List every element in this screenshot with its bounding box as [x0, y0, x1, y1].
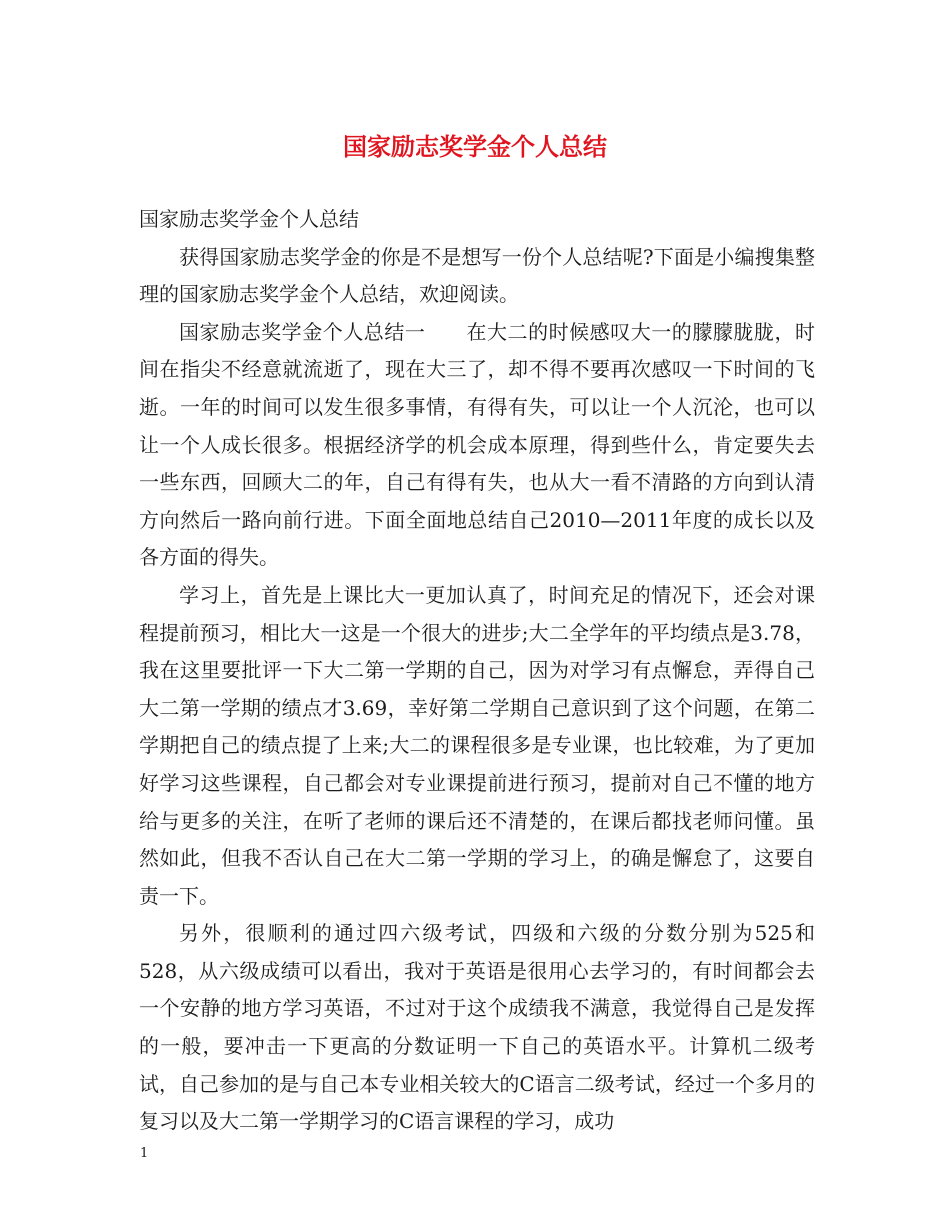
paragraph-study: 学习上，首先是上课比大一更加认真了，时间充足的情况下，还会对课程提前预习，相比大一这是一个很大的进步;大二全学年的平均绩点是3.78，我在这里要批评一下大二第一学期的自己，因为对学习有点懈怠，弄得自己大二第一学期的绩点才3.69，幸好第二学期自己意识到了这个问题，在第二学期把自己的绩点提了上来;大二的课程很多是专业课，也比较难，为了更加好学习这些课程，自己都会对专业课提前进行预习，提前对自己不懂的地方给与更多的关注，在听了老师的课后还不清楚的，在课后都找老师问懂。虽然如此，但我不否认自己在大二第一学期的学习上，的确是懈怠了，这要自责一下。 [139, 582, 815, 908]
paragraph-exams: 另外，很顺利的通过四六级考试，四级和六级的分数分别为525和528，从六级成绩可以看出，我对于英语是很用心去学习的，有时间都会去一个安静的地方学习英语，不过对于这个成绩我不满意，我觉得自己是发挥的一般，要冲击一下更高的分数证明一下自己的英语水平。计算机二级考试，自己参加的是与自己本专业相关较大的C语言二级考试，经过一个多月的复习以及大二第一学期学习的C语言课程的学习，成功 [139, 921, 815, 1134]
document-subtitle: 国家励志奖学金个人总结 [139, 207, 359, 231]
document-body [139, 201, 815, 1141]
paragraph-intro: 获得国家励志奖学金的你是不是想写一份个人总结呢?下面是小编搜集整理的国家励志奖学金个人总结，欢迎阅读。 [139, 244, 815, 307]
paragraph-summary-one: 国家励志奖学金个人总结一 在大二的时候感叹大一的朦朦胧胧，时间在指尖不经意就流逝了，现在大三了，却不得不要再次感叹一下时间的飞逝。一年的时间可以发生很多事情，有得有失，可以让一个人沉沦，也可以让一个人成长很多。根据经济学的机会成本原理，得到些什么，肯定要失去一些东西，回顾大二的年，自己有得有失，也从大一看不清路的方向到认清方向然后一路向前行进。下面全面地总结自己2010—2011年度的成长以及各方面的得失。 [139, 319, 815, 570]
page-number: 1 [140, 1146, 149, 1161]
document-title: 国家励志奖学金个人总结 [343, 133, 607, 161]
